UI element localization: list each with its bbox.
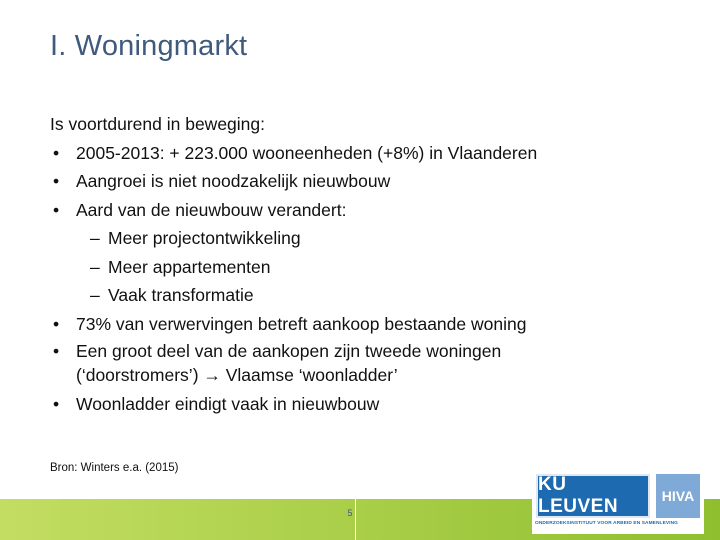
bullet-text: Woonladder eindigt vaak in nieuwbouw xyxy=(76,394,380,414)
sub-bullet-text: Meer projectontwikkeling xyxy=(108,228,301,248)
bullet-mark: • xyxy=(53,313,60,334)
sub-bullet-text: Vaak transformatie xyxy=(108,285,254,305)
bullet-text: Aangroei is niet noodzakelijk nieuwbouw xyxy=(76,171,391,191)
sub-bullet-text: Meer appartementen xyxy=(108,256,271,277)
bullet-mark: • xyxy=(53,394,60,414)
bullet-item xyxy=(50,390,690,419)
bullet-text: 73% van verwervingen betreft aankoop bestaande woning xyxy=(76,313,527,334)
bullet-text: 2005-2013: + 223.000 wooneenheden (+8%) in Vlaanderen xyxy=(76,142,538,163)
bullet-text: Een groot deel van de aankopen zijn tweede woningen xyxy=(76,341,502,361)
bullet-text: Aard van de nieuwbouw verandert: xyxy=(76,199,347,220)
sub-bullet-item xyxy=(50,253,690,282)
bullet-item xyxy=(50,196,690,225)
logo-tagline: ONDERZOEKSINSTITUUT VOOR ARBEID EN SAMENLEVING xyxy=(535,521,679,526)
page-number: 5 xyxy=(347,508,353,518)
bullet-mark: • xyxy=(53,341,60,361)
bullet-item xyxy=(50,310,690,339)
source-citation: Bron: Winters e.a. (2015) xyxy=(50,462,179,474)
hiva-logo: HIVA xyxy=(656,474,700,518)
dash-mark: – xyxy=(90,228,100,248)
bullet-mark: • xyxy=(53,199,60,220)
bullet-mark: • xyxy=(53,142,60,163)
sub-bullet-item xyxy=(50,281,690,310)
bullet-mark: • xyxy=(53,171,60,191)
dash-mark: – xyxy=(90,285,100,305)
bullet-text-continuation: (‘doorstromers’) → Vlaamse ‘woonladder’ xyxy=(76,365,398,385)
intro-text: Is voortdurend in beweging: xyxy=(50,114,265,134)
slide-title: I. Woningmarkt xyxy=(50,30,248,62)
sub-bullet-item xyxy=(50,224,690,253)
bullet-item xyxy=(50,167,690,196)
logo-block xyxy=(532,472,704,534)
bullet-item xyxy=(50,139,690,168)
bullet-item xyxy=(50,338,690,387)
dash-mark: – xyxy=(90,256,100,277)
ku-leuven-logo: KU LEUVEN xyxy=(536,474,650,518)
slide-body xyxy=(50,110,690,419)
